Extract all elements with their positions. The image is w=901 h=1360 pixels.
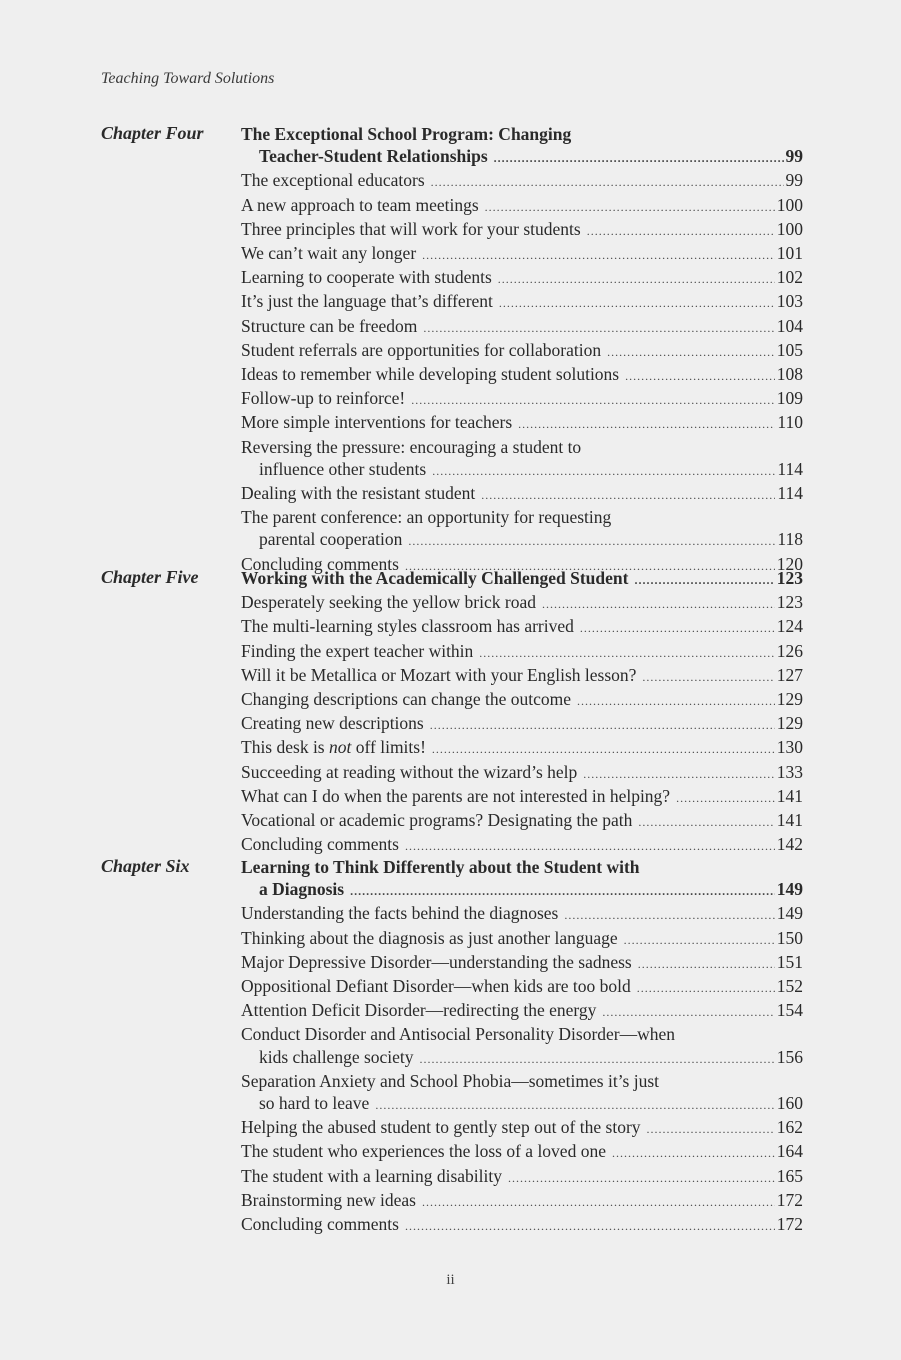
- toc-page-number: 130: [776, 737, 803, 758]
- toc-entry-line: [241, 833, 803, 857]
- dot-leader: [405, 1215, 775, 1237]
- dot-leader: [638, 953, 775, 975]
- toc-entry-title: Structure can be freedom: [241, 315, 418, 336]
- toc-entry-title: The multi-learning styles classroom has arrived: [241, 616, 574, 637]
- dot-leader: [624, 929, 775, 951]
- toc-entry-line: [241, 615, 803, 639]
- dot-leader: [498, 268, 775, 290]
- toc-entry-line: [241, 688, 803, 712]
- toc-page-number: 120: [776, 553, 803, 574]
- chapter-label: Chapter Five: [101, 567, 199, 587]
- dot-leader: [577, 690, 775, 712]
- toc-entry: [241, 315, 803, 339]
- toc-entry-title: Helping the abused student to gently step out of the story: [241, 1117, 641, 1138]
- toc-entry-title: It’s just the language that’s different: [241, 291, 493, 312]
- toc-page-number: 127: [776, 664, 803, 685]
- toc-entry-title: Creating new descriptions: [241, 713, 424, 734]
- toc-entry-line: [241, 506, 803, 528]
- toc-entry: [241, 833, 803, 857]
- toc-page-number: 118: [777, 529, 803, 550]
- toc-entry-title: Ideas to remember while developing student solutions: [241, 364, 620, 385]
- toc-page-number: 165: [776, 1165, 803, 1186]
- toc-entry-line: [241, 999, 803, 1023]
- toc-entry: [241, 809, 803, 833]
- dot-leader: [647, 1118, 775, 1140]
- toc-entry-line: [241, 1092, 803, 1116]
- toc-entry: [241, 506, 803, 552]
- dot-leader: [423, 317, 774, 339]
- toc-entry-line: [241, 315, 803, 339]
- toc-entry-line: [241, 1116, 803, 1140]
- toc-page-number: 164: [776, 1141, 803, 1162]
- toc-entry: [241, 387, 803, 411]
- toc-entry-line: [241, 712, 803, 736]
- toc-entry-title: Understanding the facts behind the diagnoses: [241, 903, 559, 924]
- toc-entry-title: Three principles that will work for your students: [241, 218, 581, 239]
- toc-entry-title: Concluding comments: [241, 1214, 399, 1235]
- dot-leader: [602, 1001, 774, 1023]
- toc-entry-line: [241, 169, 803, 193]
- toc-entries: [241, 567, 803, 857]
- toc-page-number: 172: [776, 1214, 803, 1235]
- toc-entry-line: [241, 878, 803, 902]
- toc-page-number: 102: [776, 267, 803, 288]
- toc-entry-title: The Exceptional School Program: Changing: [241, 124, 572, 144]
- toc-entry-title: Conduct Disorder and Antisocial Personality Disorder—when: [241, 1024, 676, 1045]
- dot-leader: [508, 1167, 775, 1189]
- toc-page-number: 150: [776, 927, 803, 948]
- chapter-label: Chapter Four: [101, 123, 204, 143]
- toc-page-number: 105: [776, 339, 803, 360]
- toc-entry: [241, 591, 803, 615]
- toc-page-number: 129: [776, 713, 803, 734]
- toc-page-number: 154: [776, 1000, 803, 1021]
- toc-entry-title: The student with a learning disability: [241, 1165, 502, 1186]
- dot-leader: [408, 530, 775, 552]
- toc-entry-title: Oppositional Defiant Disorder—when kids are too bold: [241, 976, 631, 997]
- toc-entry: [241, 975, 803, 999]
- toc-page-number: 160: [776, 1093, 803, 1114]
- dot-leader: [580, 617, 775, 639]
- toc-entry-line: [241, 1165, 803, 1189]
- chapter-label: Chapter Six: [101, 856, 190, 876]
- toc-entry-line: [241, 1213, 803, 1237]
- toc-entry-title: Thinking about the diagnosis as just another language: [241, 927, 618, 948]
- toc-entry-title: kids challenge society: [259, 1046, 414, 1067]
- toc-entry: [241, 363, 803, 387]
- toc-entry-title: What can I do when the parents are not interested in helping?: [241, 785, 671, 806]
- toc-page-number: 123: [776, 592, 803, 613]
- toc-entry-line: [241, 458, 803, 482]
- toc-entry-line: [241, 1023, 803, 1045]
- toc-page-number: 172: [776, 1189, 803, 1210]
- toc-entry-title: Will it be Metallica or Mozart with your English lesson?: [241, 664, 637, 685]
- dot-leader: [634, 569, 774, 591]
- toc-entry-title: More simple interventions for teachers: [241, 412, 513, 433]
- toc-page-number: 152: [776, 976, 803, 997]
- toc-entry: [241, 1213, 803, 1237]
- toc-entry-title: A new approach to team meetings: [241, 194, 479, 215]
- dot-leader: [479, 642, 774, 664]
- toc-entry: [241, 436, 803, 482]
- toc-page-number: 103: [776, 291, 803, 312]
- toc-entry-line: [241, 363, 803, 387]
- dot-leader: [485, 196, 775, 218]
- toc-page-number: 99: [785, 146, 803, 167]
- toc-page-number: 129: [776, 689, 803, 710]
- toc-page-number: 124: [776, 616, 803, 637]
- toc-entry: [241, 761, 803, 785]
- toc-page-number: 142: [776, 834, 803, 855]
- toc-entry-line: [241, 1046, 803, 1070]
- toc-entry-title: This desk is not off limits!: [241, 737, 426, 758]
- dot-leader: [642, 666, 774, 688]
- toc-entry-line: [241, 591, 803, 615]
- toc-entry-title: Working with the Academically Challenged Student: [241, 568, 629, 588]
- toc-page-number: 101: [776, 243, 803, 264]
- toc-entry-line: [241, 736, 803, 760]
- toc-entry-title: Learning to cooperate with students: [241, 267, 492, 288]
- dot-leader: [542, 593, 775, 615]
- toc-entry-title: parental cooperation: [259, 529, 403, 550]
- toc-entry: [241, 194, 803, 218]
- toc-entry-line: [241, 194, 803, 218]
- toc-entry: [241, 785, 803, 809]
- toc-entry-line: [241, 387, 803, 411]
- dot-leader: [405, 835, 775, 857]
- toc-entries: [241, 856, 803, 1237]
- toc-entry-line: [241, 809, 803, 833]
- dot-leader: [350, 880, 775, 902]
- toc-entry-title: Reversing the pressure: encouraging a student to: [241, 436, 582, 457]
- dot-leader: [430, 714, 775, 736]
- toc-entry-line: [241, 1189, 803, 1213]
- dot-leader: [431, 171, 784, 193]
- toc-entry-title: Follow-up to reinforce!: [241, 388, 406, 409]
- dot-leader: [411, 389, 774, 411]
- toc-entry: [241, 640, 803, 664]
- toc-entry-title: Succeeding at reading without the wizard’s help: [241, 761, 578, 782]
- toc-entry: [241, 664, 803, 688]
- toc-page-number: 114: [777, 483, 803, 504]
- toc-entry-title: Dealing with the resistant student: [241, 483, 476, 504]
- toc-entry-title: a Diagnosis: [259, 879, 345, 900]
- toc-entry-line: [241, 145, 803, 169]
- running-head: Teaching Toward Solutions: [101, 70, 275, 87]
- toc-entry: [241, 1140, 803, 1164]
- toc-entry: [241, 902, 803, 926]
- toc-entry-line: [241, 266, 803, 290]
- toc-entry-title: Student referrals are opportunities for collaboration: [241, 339, 602, 360]
- toc-page-number: 109: [776, 388, 803, 409]
- toc-entry-line: [241, 1070, 803, 1092]
- toc-page-number: 100: [776, 194, 803, 215]
- toc-entry: [241, 290, 803, 314]
- toc-page-number: 149: [776, 879, 803, 900]
- toc-entry-line: [241, 290, 803, 314]
- toc-entry-line: [241, 567, 803, 591]
- toc-entry: [241, 266, 803, 290]
- toc-entry-title: Concluding comments: [241, 553, 399, 574]
- toc-page-number: 133: [776, 761, 803, 782]
- toc-entry: [241, 736, 803, 760]
- toc-entry-title: Brainstorming new ideas: [241, 1189, 416, 1210]
- dot-leader: [432, 460, 775, 482]
- dot-leader: [481, 484, 775, 506]
- toc-entry-line: [241, 436, 803, 458]
- toc-entries: [241, 123, 803, 577]
- toc-page-number: 141: [776, 810, 803, 831]
- toc-entry-line: [241, 902, 803, 926]
- dot-leader: [607, 341, 775, 363]
- toc-entry-line: [241, 664, 803, 688]
- toc-entry: [241, 688, 803, 712]
- toc-page-number: 123: [776, 568, 803, 588]
- dot-leader: [518, 413, 775, 435]
- toc-entry: [241, 411, 803, 435]
- toc-entry-title: Attention Deficit Disorder—redirecting the energy: [241, 1000, 597, 1021]
- dot-leader: [499, 292, 775, 314]
- toc-entry-title: Desperately seeking the yellow brick road: [241, 592, 536, 613]
- toc-page-number: 114: [777, 458, 803, 479]
- toc-page-number: 149: [776, 903, 803, 924]
- dot-leader: [422, 1191, 775, 1213]
- toc-entry: [241, 1189, 803, 1213]
- toc-entry-line: [241, 785, 803, 809]
- toc-entry-line: [241, 927, 803, 951]
- toc-entry: [241, 615, 803, 639]
- toc-entry: [241, 339, 803, 363]
- dot-leader: [587, 220, 775, 242]
- toc-entry: [241, 1070, 803, 1116]
- toc-entry: [241, 1116, 803, 1140]
- toc-entry-title: The student who experiences the loss of a loved one: [241, 1141, 606, 1162]
- toc-page-number: 156: [776, 1046, 803, 1067]
- dot-leader: [375, 1094, 774, 1116]
- toc-entry-line: [241, 242, 803, 266]
- dot-leader: [612, 1142, 775, 1164]
- toc-entry-line: [241, 218, 803, 242]
- toc-page-number: 99: [785, 170, 803, 191]
- toc-entry-line: [241, 411, 803, 435]
- toc-entry-title: The exceptional educators: [241, 170, 425, 191]
- toc-entry-title: Teacher-Student Relationships: [259, 146, 488, 167]
- toc-entry: [241, 218, 803, 242]
- toc-entry-line: [241, 339, 803, 363]
- toc-entry-title: The parent conference: an opportunity for requesting: [241, 507, 612, 528]
- toc-chapter-title: [241, 856, 803, 902]
- dot-leader: [422, 244, 775, 266]
- toc-entry-line: [241, 640, 803, 664]
- toc-entry-line: [241, 856, 803, 878]
- toc-entry-line: [241, 951, 803, 975]
- toc-page-number: 108: [776, 364, 803, 385]
- dot-leader: [625, 365, 775, 387]
- toc-entry-line: [241, 528, 803, 552]
- toc-entry-line: [241, 761, 803, 785]
- dot-leader: [638, 811, 774, 833]
- toc-entry-title: influence other students: [259, 458, 427, 479]
- dot-leader: [564, 904, 774, 926]
- toc-entry-line: [241, 975, 803, 999]
- toc-entry: [241, 242, 803, 266]
- toc-entry-title: Learning to Think Differently about the Student with: [241, 857, 640, 877]
- toc-entry-line: [241, 1140, 803, 1164]
- toc-entry-title: We can’t wait any longer: [241, 243, 417, 264]
- toc-entry-title: Concluding comments: [241, 834, 399, 855]
- toc-entry-title: Finding the expert teacher within: [241, 640, 474, 661]
- dot-leader: [676, 787, 775, 809]
- toc-page-number: 104: [776, 315, 803, 336]
- dot-leader: [432, 738, 775, 760]
- toc-entry-line: [241, 482, 803, 506]
- toc-entry-title: Changing descriptions can change the outcome: [241, 689, 571, 710]
- page-number: ii: [446, 1272, 455, 1288]
- toc-entry-title: so hard to leave: [259, 1093, 370, 1114]
- toc-entry: [241, 1023, 803, 1069]
- dot-leader: [420, 1048, 775, 1070]
- toc-entry: [241, 1165, 803, 1189]
- toc-chapter-title: [241, 123, 803, 169]
- dot-leader: [583, 763, 774, 785]
- toc-entry-title: Vocational or academic programs? Designating the path: [241, 810, 633, 831]
- toc-entry: [241, 927, 803, 951]
- toc-entry: [241, 951, 803, 975]
- toc-entry: [241, 999, 803, 1023]
- toc-chapter-title: [241, 567, 803, 591]
- dot-leader: [637, 977, 775, 999]
- toc-page-number: 162: [776, 1117, 803, 1138]
- toc-entry-line: [241, 123, 803, 145]
- toc-entry: [241, 169, 803, 193]
- toc-entry-title: Separation Anxiety and School Phobia—sometimes it’s just: [241, 1070, 660, 1091]
- toc-page-number: 110: [777, 412, 803, 433]
- toc-page-number: 100: [776, 218, 803, 239]
- toc-entry: [241, 712, 803, 736]
- toc-page-number: 126: [776, 640, 803, 661]
- toc-entry: [241, 482, 803, 506]
- toc-entry-title: Major Depressive Disorder—understanding the sadness: [241, 951, 632, 972]
- dot-leader: [494, 147, 784, 169]
- toc-page-number: 141: [776, 785, 803, 806]
- toc-page-number: 151: [776, 951, 803, 972]
